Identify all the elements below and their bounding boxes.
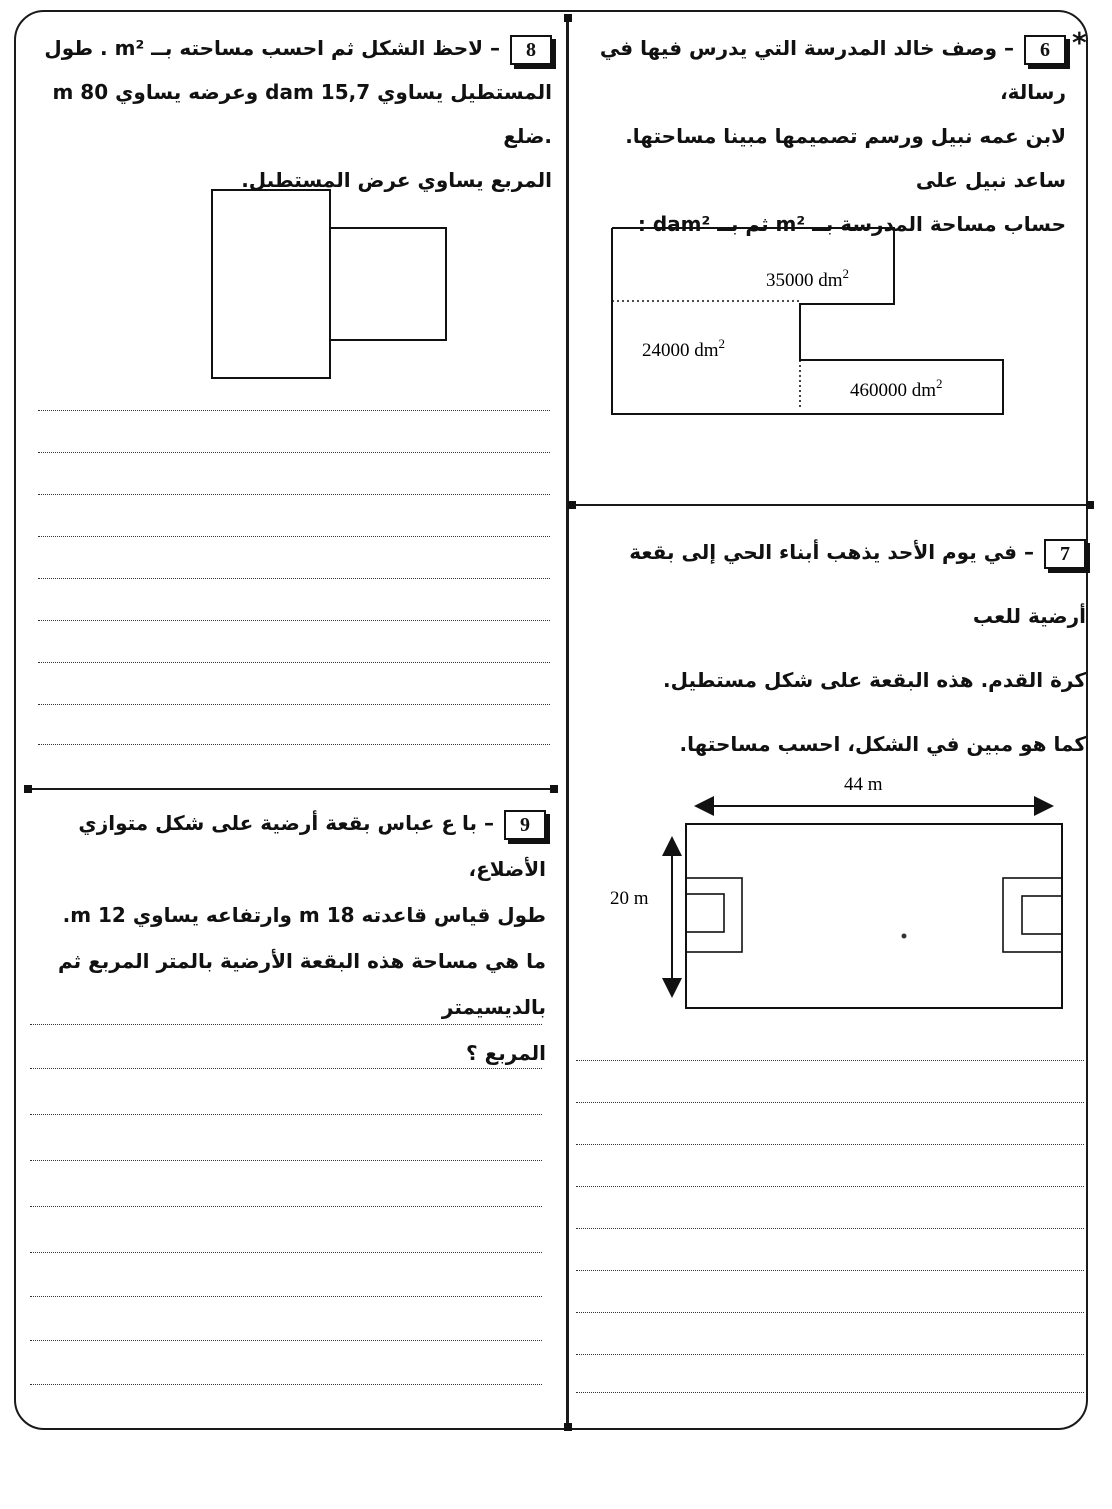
football-field-diagram [600,770,1080,1020]
exercise-9-number: 9 [504,810,546,840]
answer-line[interactable] [576,1392,1084,1393]
exercise-8-number: 8 [510,35,552,65]
divider-dot [550,785,558,793]
divider-dot [564,1423,572,1431]
answer-line[interactable] [30,1068,542,1069]
exercise-6-number: 6 [1024,35,1066,65]
answer-line[interactable] [30,1114,542,1115]
divider-dot [1086,501,1094,509]
answer-line[interactable] [38,578,550,579]
rectangle-square-diagram [200,180,460,390]
school-plan-diagram [600,220,1020,430]
answer-line[interactable] [576,1060,1084,1061]
answer-line[interactable] [30,1296,542,1297]
answer-line[interactable] [30,1384,542,1385]
answer-line[interactable] [38,620,550,621]
exercise-9-line2: طول قياس قاعدته 18 m وارتفاعه يساوي 12 m. [62,903,546,927]
answer-line[interactable] [38,494,550,495]
exercise-9-line1: – با ع عباس بقعة أرضية على شكل متوازي الأضلاع، [78,811,546,881]
exercise-6-text [578,26,1066,246]
answer-line[interactable] [38,662,550,663]
exercise-7-line2: كرة القدم. هذه البقعة على شكل مستطيل. [663,668,1086,692]
divider-dot [568,501,576,509]
exercise-9-text [30,800,546,1076]
answer-line[interactable] [30,1024,542,1025]
exercise-7-line1: – في يوم الأحد يذهب أبناء الحي إلى بقعة أرضية للعب [629,540,1086,628]
answer-line[interactable] [576,1270,1084,1271]
section-divider-right [572,504,1090,506]
divider-dot [564,14,572,22]
exercise-6-line1: – وصف خالد المدرسة التي يدرس فيها في رسالة، [599,36,1066,104]
exercise-9-line4: المربع ؟ [466,1041,546,1065]
answer-line[interactable] [576,1102,1084,1103]
area-label-left: 24000 $dm^2$ [642,336,726,361]
answer-line[interactable] [30,1340,542,1341]
exercise-8-line2: المستطيل يساوي 15,7 dam وعرضه يساوي 80 m .ضلع [52,80,552,148]
answer-line[interactable] [30,1252,542,1253]
answer-line[interactable] [576,1312,1084,1313]
exercise-8-text [36,26,552,202]
field-width-label: 20 m [610,888,649,909]
answer-line[interactable] [576,1186,1084,1187]
exercise-7-text [578,520,1086,776]
answer-line[interactable] [576,1144,1084,1145]
exercise-8-line1: – لاحظ الشكل ثم احسب مساحته بــ m² . طول [44,36,500,60]
area-label-top: 35000 $dm^2$ [766,266,850,291]
answer-line[interactable] [38,536,550,537]
exercise-6-line3: حساب مساحة المدرسة بــ m² ثم بــ dam² : [637,212,1066,236]
answer-line[interactable] [576,1354,1084,1355]
exercise-9-line3: ما هي مساحة هذه البقعة الأرضية بالمتر المربع ثم بالديسيمتر [57,949,546,1019]
exercise-7-line3: كما هو مبين في الشكل، احسب مساحتها. [679,732,1086,756]
exercise-7-number: 7 [1044,539,1086,569]
field-length-label: 44 m [844,774,883,795]
area-label-bottom: 460000 $dm^2$ [850,376,943,401]
section-divider-left [28,788,554,790]
answer-line[interactable] [30,1160,542,1161]
exercise-8-line3: المربع يساوي عرض المستطيل. [241,168,552,192]
exercise-6-line2: لابن عمه نبيل ورسم تصميمها مبينا مساحتها. ساعد نبيل على [625,124,1066,192]
answer-line[interactable] [38,744,550,745]
answer-line[interactable] [576,1228,1084,1229]
answer-line[interactable] [38,452,550,453]
divider-dot [24,785,32,793]
answer-line[interactable] [38,410,550,411]
star-icon: * [1072,26,1087,59]
answer-line[interactable] [30,1206,542,1207]
answer-line[interactable] [38,704,550,705]
column-divider [566,16,569,1430]
